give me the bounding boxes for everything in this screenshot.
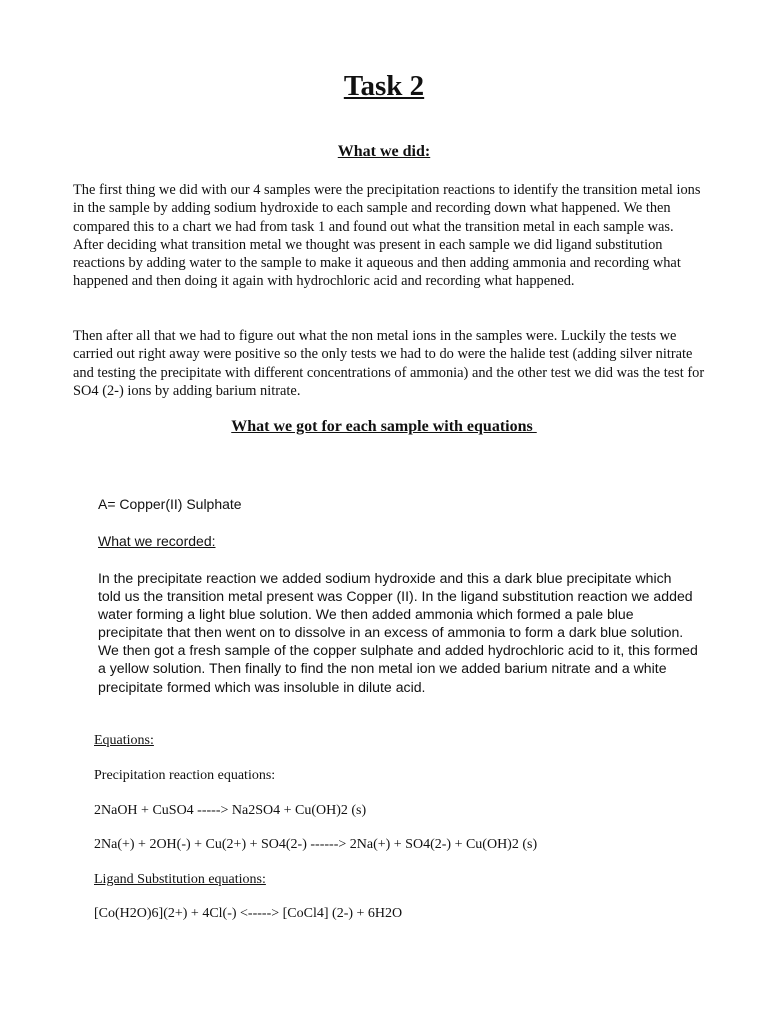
recorded-observations: In the precipitate reaction we added sodium hydroxide and this a dark blue precipitate which told us the transition metal present was Copper (II). In the ligand substitution reaction we added water forming a light blue solution. We then added ammonia which formed a pale blue precipitate that then went on to dissolve in an excess of ammonia to form a dark blue solution. We then got a fresh sample of the copper sulphate and added hydrochloric acid to it, this formed a yellow solution. Then finally to find the non metal ion we added barium nitrate and a white precipitate formed which was insoluble in dilute acid. bbox=[98, 570, 698, 695]
section-heading-results: What we got for each sample with equations bbox=[231, 418, 537, 435]
precipitation-equation-1: 2NaOH + CuSO4 -----> Na2SO4 + Cu(OH)2 (s) bbox=[94, 803, 367, 818]
section-heading-what-we-did: What we did: bbox=[337, 143, 431, 160]
precipitation-equation-2: 2Na(+) + 2OH(-) + Cu(2+) + SO4(2-) ------> 2Na(+) + SO4(2-) + Cu(OH)2 (s) bbox=[94, 837, 538, 852]
paragraph-procedure: The first thing we did with our 4 samples were the precipitation reactions to identify the transition metal ions in the sample by adding sodium hydroxide to each sample and recording down what happened. We then compared this to a chart we had from task 1 and found out what the transition metal in each sample was. After deciding what transition metal we thought was present in each sample we did ligand substitution reactions by adding water to the sample to make it aqueous and then adding ammonia and recording what happened and then doing it again with hydrochloric acid and recording what happened. bbox=[73, 182, 701, 290]
precipitation-equations-label: Precipitation reaction equations: bbox=[94, 768, 276, 783]
paragraph-non-metal-tests: Then after all that we had to figure out what the non metal ions in the samples were. Luckily the tests we carried out right away were positive so the only tests we had to do were the halide test (adding silver nitrate and testing the precipitate with different concentrations of ammonia) and the other test we did was the test for SO4 (2-) ions by adding barium nitrate. bbox=[73, 328, 705, 399]
page-title: Task 2 bbox=[343, 70, 425, 102]
equations-label: Equations: bbox=[94, 733, 154, 748]
ligand-equation-1: [Co(H2O)6](2+) + 4Cl(-) <-----> [CoCl4] (2-) + 6H2O bbox=[94, 906, 403, 921]
ligand-substitution-label: Ligand Substitution equations: bbox=[94, 872, 266, 887]
sample-a-name: A= Copper(II) Sulphate bbox=[98, 496, 242, 512]
recorded-label: What we recorded: bbox=[98, 533, 216, 549]
